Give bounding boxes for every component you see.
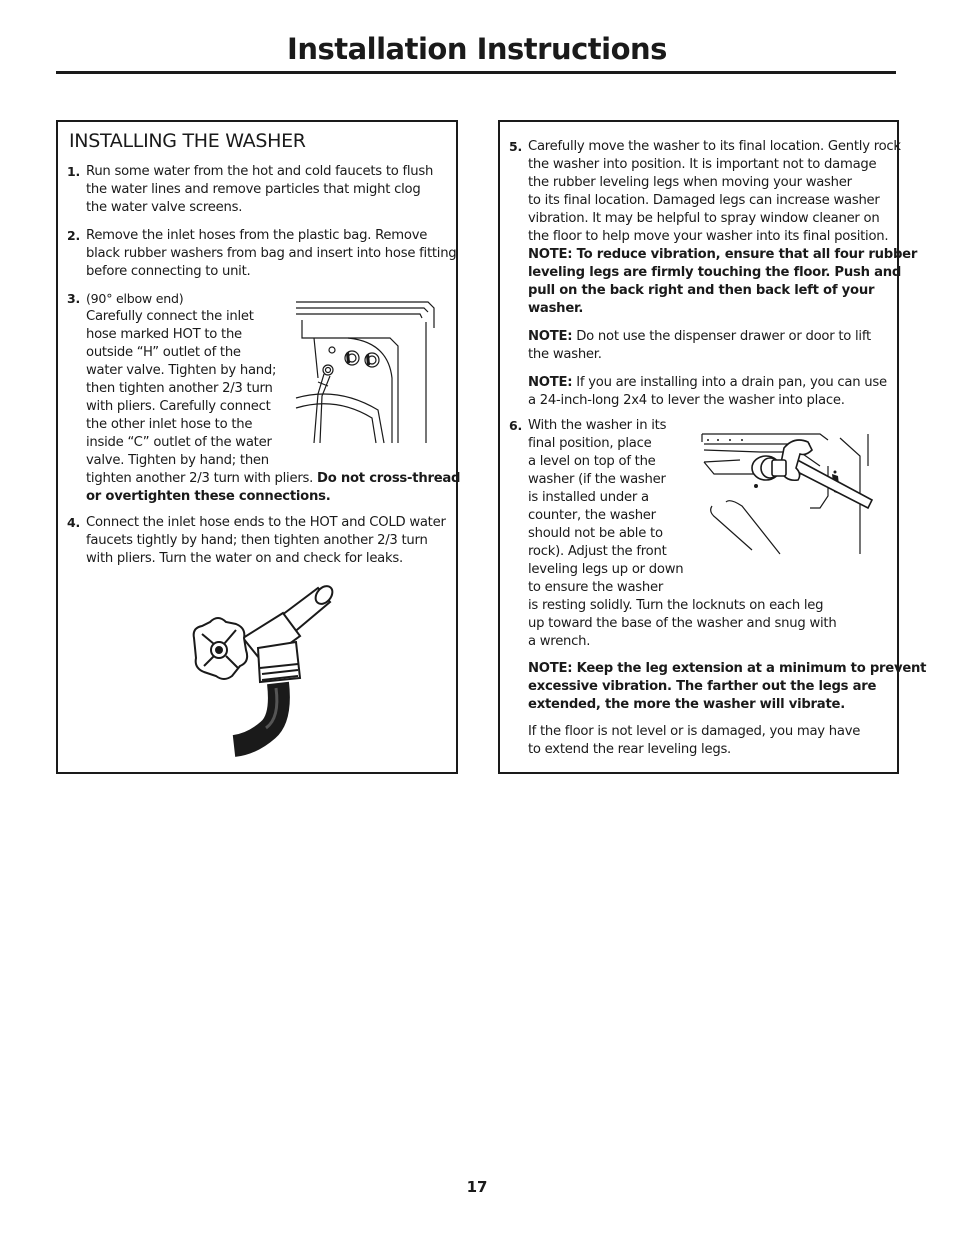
faucet-hose-illustration: [188, 578, 358, 753]
step-number: 4.: [67, 515, 80, 530]
step-text-line: inside “C” outlet of the water: [86, 435, 272, 450]
step-text-line: (90° elbow end): [86, 291, 184, 306]
step-text-line: to its final location. Damaged legs can increase washer: [528, 193, 880, 208]
note-label: NOTE:: [528, 375, 573, 390]
step-text-line: faucets tightly by hand; then tighten another 2/3 turn: [86, 533, 428, 548]
step-number: 5.: [509, 139, 522, 154]
note-bold-line: washer.: [528, 301, 584, 316]
note-label: NOTE:: [528, 329, 573, 344]
step-text-line: the floor to help move your washer into its final position.: [528, 229, 889, 244]
note-bold-line: NOTE: To reduce vibration, ensure that all four rubber: [528, 247, 918, 262]
step-text-line: Connect the inlet hose ends to the HOT and COLD water: [86, 515, 446, 530]
warning-text: Do not cross-thread: [317, 471, 461, 486]
note-text: the washer.: [528, 347, 602, 362]
section-heading: INSTALLING THE WASHER: [69, 130, 306, 152]
step-number: 1.: [67, 164, 80, 179]
step-text-line: is resting solidly. Turn the locknuts on each leg: [528, 598, 824, 613]
step-text-line: before connecting to unit.: [86, 264, 251, 279]
step-text-line: to ensure the washer: [528, 580, 664, 595]
step-text-line: with pliers. Turn the water on and check for leaks.: [86, 551, 403, 566]
step-text-line: washer (if the washer: [528, 472, 666, 487]
leveling-leg-wrench-illustration: [700, 426, 875, 561]
step-text-line: Carefully connect the inlet: [86, 309, 254, 324]
step-text-line: the rubber leveling legs when moving your washer: [528, 175, 852, 190]
step-text-line: final position, place: [528, 436, 652, 451]
note-bold-line: excessive vibration. The farther out the legs are: [528, 679, 877, 694]
step-text-line: the water lines and remove particles that might clog: [86, 182, 421, 197]
step-text-line: the water valve screens.: [86, 200, 243, 215]
step-text-line: Carefully move the washer to its final location. Gently rock: [528, 139, 901, 154]
note-bold-line: pull on the back right and then back left of your: [528, 283, 875, 298]
installing-washer-panel: [56, 120, 461, 774]
step-text-line: water valve. Tighten by hand;: [86, 363, 277, 378]
step-text-line: black rubber washers from bag and insert into hose fitting: [86, 246, 457, 261]
step-number: 6.: [509, 418, 522, 433]
note-bold-line: leveling legs are firmly touching the floor. Push and: [528, 265, 902, 280]
page-title: Installation Instructions: [287, 32, 667, 66]
page-number: 17: [466, 1178, 488, 1196]
note-bold-line: NOTE: Keep the leg extension at a minimum to prevent: [528, 661, 927, 676]
note-bold-line: extended, the more the washer will vibrate.: [528, 697, 845, 712]
step-text-line: the other inlet hose to the: [86, 417, 253, 432]
title-rule: [56, 71, 896, 74]
step-text-line: outside “H” outlet of the: [86, 345, 241, 360]
step-text-line: If the floor is not level or is damaged, you may have: [528, 724, 861, 739]
step-text-tail: tighten another 2/3 turn with pliers.: [86, 471, 318, 486]
leveling-panel: [498, 120, 927, 774]
warning-text: or overtighten these connections.: [86, 489, 331, 504]
step-text-line: the washer into position. It is important not to damage: [528, 157, 877, 172]
step-text-line: then tighten another 2/3 turn: [86, 381, 273, 396]
step-text-line: to extend the rear leveling legs.: [528, 742, 732, 757]
step-text-line: vibration. It may be helpful to spray window cleaner on: [528, 211, 880, 226]
note-text: Do not use the dispenser drawer or door to lift: [572, 329, 871, 344]
note-text: a 24-inch-long 2x4 to lever the washer into place.: [528, 393, 845, 408]
water-valve-illustration: [288, 298, 438, 448]
step-text-line: is installed under a: [528, 490, 649, 505]
step-text-line: should not be able to: [528, 526, 663, 541]
step-text-line: hose marked HOT to the: [86, 327, 242, 342]
step-text-line: rock). Adjust the front: [528, 544, 667, 559]
step-text-line: with pliers. Carefully connect: [86, 399, 271, 414]
step-text-line: a wrench.: [528, 634, 591, 649]
step-text-line: leveling legs up or down: [528, 562, 684, 577]
note-text: If you are installing into a drain pan, you can use: [572, 375, 887, 390]
step-number: 3.: [67, 291, 80, 306]
step-number: 2.: [67, 228, 80, 243]
step-text-line: valve. Tighten by hand; then: [86, 453, 269, 468]
step-text-line: up toward the base of the washer and snug with: [528, 616, 837, 631]
step-text-line: Run some water from the hot and cold faucets to flush: [86, 164, 434, 179]
step-text-line: With the washer in its: [528, 418, 667, 433]
step-text-line: Remove the inlet hoses from the plastic bag. Remove: [86, 228, 428, 243]
step-text-line: a level on top of the: [528, 454, 656, 469]
step-text-line: counter, the washer: [528, 508, 656, 523]
